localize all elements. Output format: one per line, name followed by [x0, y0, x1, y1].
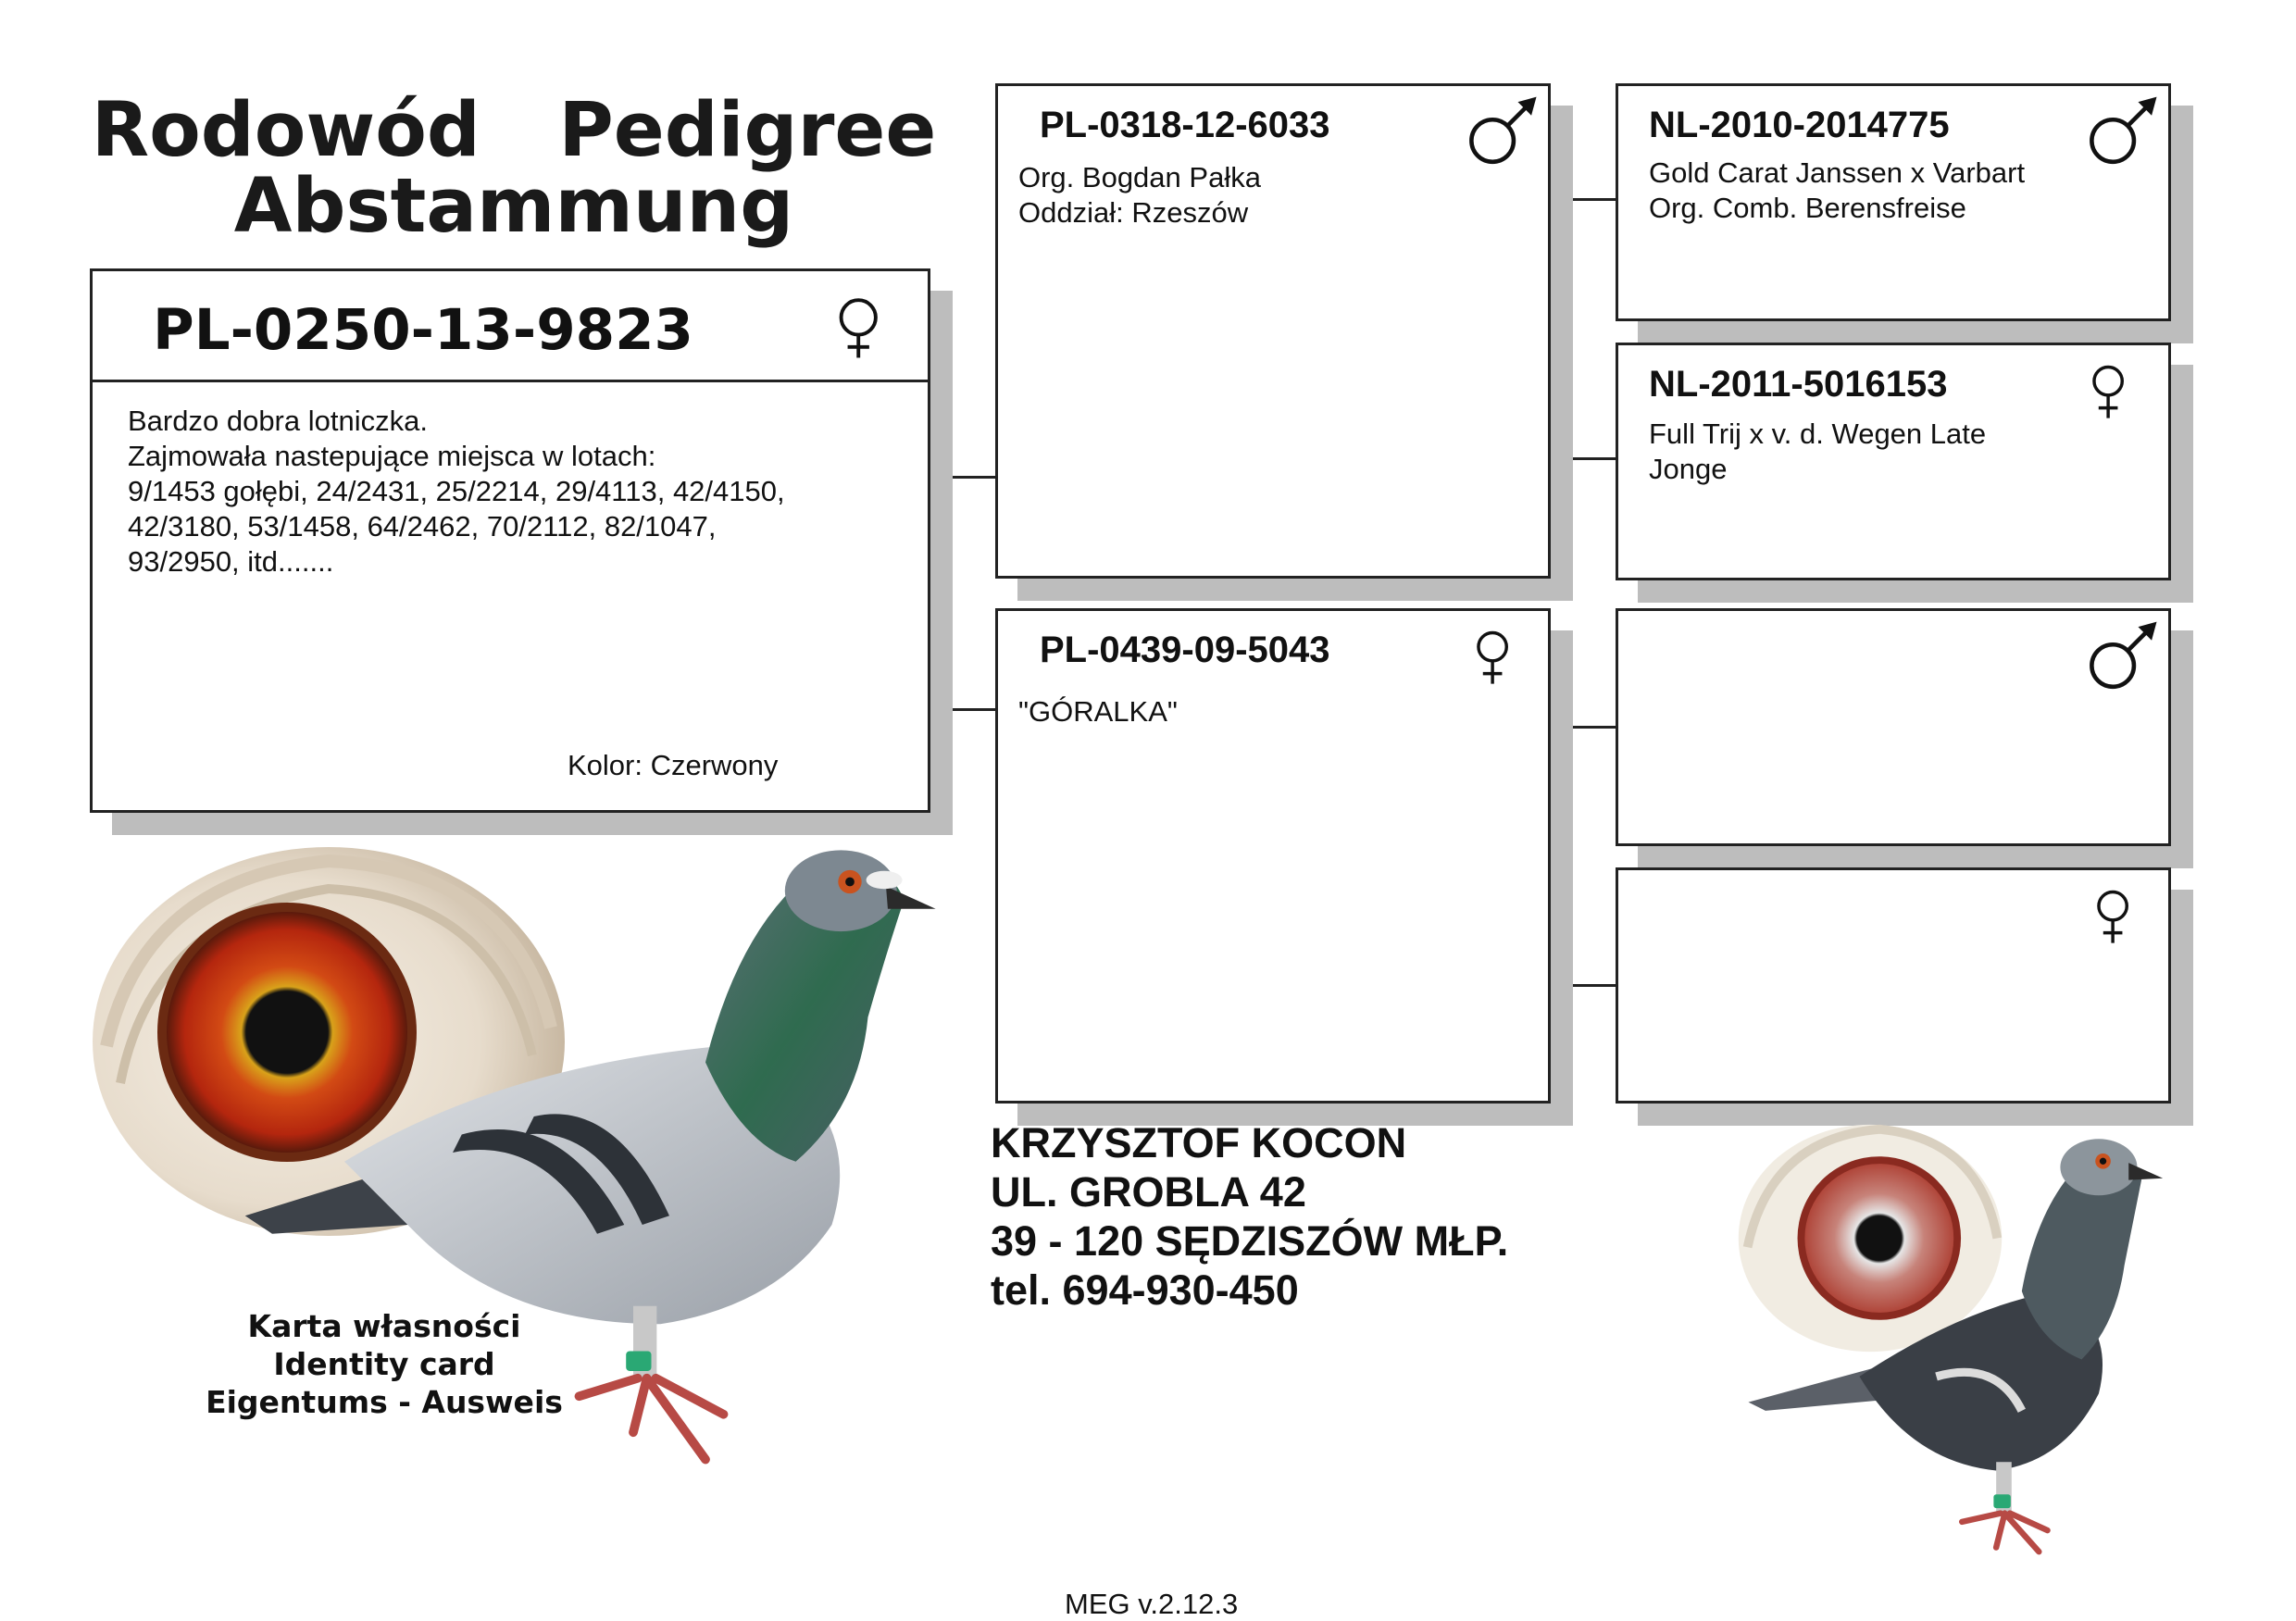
- page-title: [83, 87, 944, 250]
- father-ring-number: PL-0318-12-6033: [1040, 105, 1330, 145]
- father-info: Org. Bogdan Pałka Oddział: Rzeszów: [1018, 161, 1261, 229]
- owner-phone: tel. 694-930-450: [991, 1266, 1299, 1314]
- connector-mother-grandmother: [1551, 984, 1616, 987]
- maternal-grandfather-card: [1616, 608, 2171, 846]
- paternal-grandmother-info: Full Trij x v. d. Wegen Late Jonge: [1649, 418, 1987, 485]
- connector-subject-mother: [930, 708, 995, 711]
- owner-name: KRZYSZTOF KOCON: [991, 1119, 1407, 1166]
- maternal-grandmother-card: [1616, 867, 2171, 1104]
- subject-color: Kolor: Czerwony: [568, 749, 779, 781]
- owner-block: [991, 1118, 1508, 1315]
- father-card: [995, 83, 1551, 579]
- caption-line-1: Karta własności: [247, 1308, 521, 1344]
- title-line-2: Abstammung: [233, 163, 794, 250]
- paternal-grandfather-ring-number: NL-2010-2014775: [1649, 105, 1950, 145]
- caption-line-3: Eigentums - Ausweis: [206, 1384, 563, 1420]
- title-line-1: Rodowód Pedigree: [91, 87, 937, 174]
- female-symbol-icon: [833, 285, 898, 368]
- connector-subject-father: [930, 476, 995, 479]
- male-symbol-icon: [1466, 94, 1541, 169]
- female-symbol-icon: [2090, 878, 2148, 954]
- mother-info: "GÓRALKA": [1018, 695, 1178, 728]
- subject-card: [90, 268, 930, 813]
- subject-description: Bardzo dobra lotniczka. Zajmowała nastepujące miejsca w lotach: 9/1453 gołębi, 24/2431, 25/2214, 29/4113, 42/4150, 42/3180, 53/1458, 64/2462, 70/2112, 82/1047, 93/2950, itd.......: [128, 405, 785, 578]
- connector-father-grandfather: [1551, 198, 1616, 201]
- mother-ring-number: PL-0439-09-5043: [1040, 630, 1330, 670]
- connector-father-grandmother: [1551, 457, 1616, 460]
- subject-ring-number: PL-0250-13-9823: [153, 297, 693, 363]
- paternal-grandmother-ring-number: NL-2011-5016153: [1649, 364, 1948, 405]
- paternal-grandmother-card: [1616, 343, 2171, 580]
- paternal-grandfather-card: [1616, 83, 2171, 321]
- owner-city: 39 - 120 SĘDZISZÓW MŁP.: [991, 1217, 1509, 1265]
- paternal-grandfather-info: Gold Carat Janssen x Varbart Org. Comb. Berensfreise: [1649, 156, 2026, 224]
- owner-street: UL. GROBLA 42: [991, 1168, 1306, 1216]
- subject-header-divider: [93, 380, 928, 382]
- software-version: MEG v.2.12.3: [1065, 1588, 1239, 1620]
- male-symbol-icon: [2086, 618, 2162, 694]
- mother-card: [995, 608, 1551, 1104]
- pigeon-photo-small: [1722, 1120, 2185, 1565]
- caption-line-2: Identity card: [273, 1346, 495, 1382]
- connector-mother-grandfather: [1551, 726, 1616, 729]
- female-symbol-icon: [1470, 618, 1528, 694]
- identity-card-caption: [185, 1307, 583, 1421]
